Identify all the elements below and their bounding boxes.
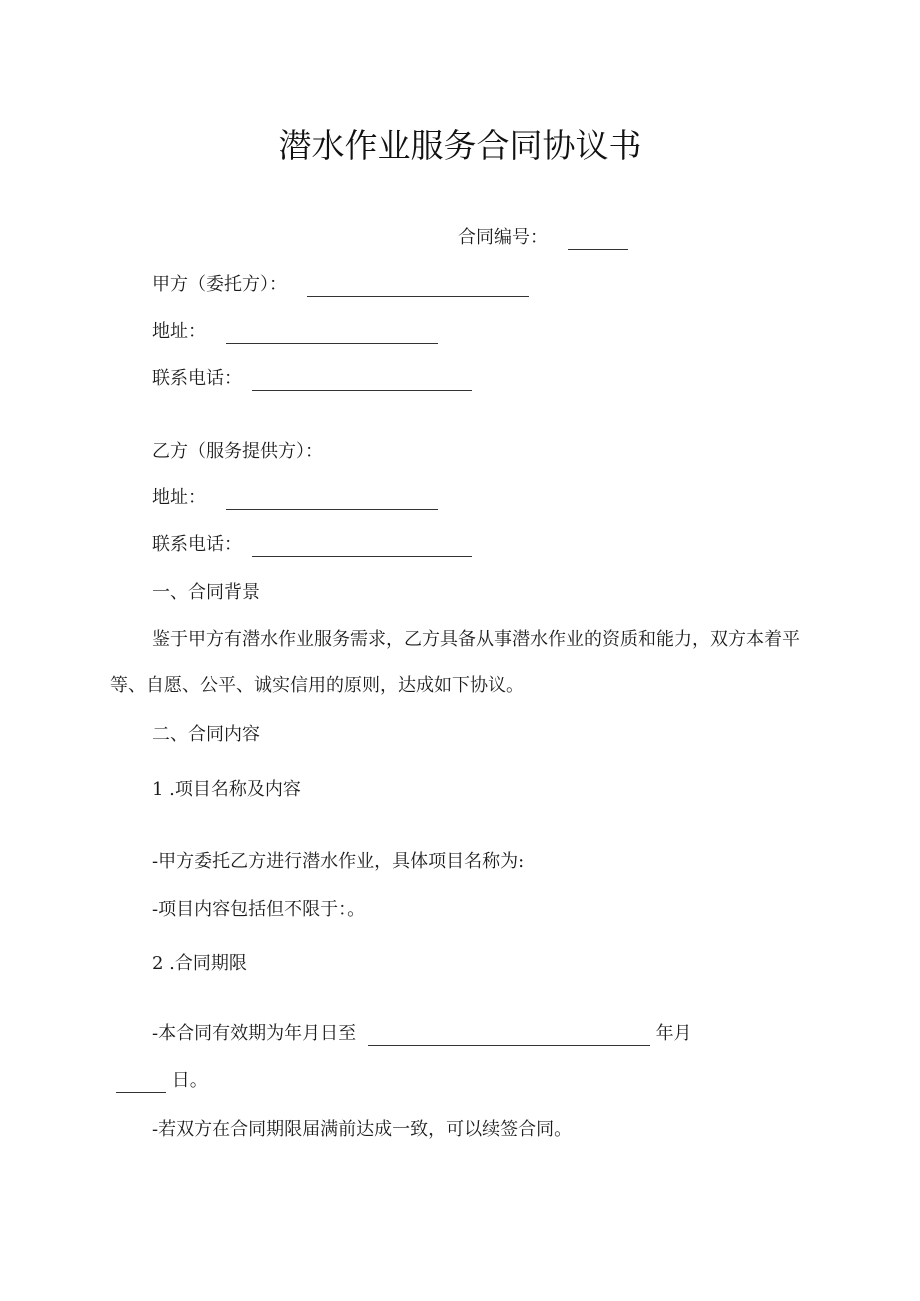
item-1-heading: 1 .项目名称及内容: [152, 779, 301, 800]
party-a-address-label: 地址：: [152, 321, 206, 342]
party-b-phone-blank: [252, 538, 472, 557]
contract-number-line: [458, 226, 628, 250]
party-b-address-blank: [226, 491, 438, 510]
party-b-line: [152, 440, 323, 464]
item-2-line-1-continued: [116, 1069, 208, 1093]
item-2-line-1: [152, 1022, 692, 1046]
party-a-phone-label: 联系电话：: [152, 368, 242, 389]
section-1-heading: 一、合同背景: [152, 582, 260, 603]
term-end-date-blank: [368, 1027, 650, 1046]
document-title: 潜水作业服务合同协议书: [278, 126, 642, 165]
term-day-text: 日。: [171, 1070, 208, 1091]
party-b-phone-label: 联系电话：: [152, 534, 242, 555]
item-2-line-2: -若双方在合同期限届满前达成一致，可以续签合同。: [152, 1119, 573, 1140]
party-b-phone-line: [152, 533, 472, 557]
contract-number-label: 合同编号：: [458, 227, 548, 248]
party-a-label: 甲方（委托方）：: [152, 274, 287, 295]
party-a-phone-blank: [252, 372, 472, 391]
party-b-label: 乙方（服务提供方）：: [152, 441, 323, 462]
term-start-text: -本合同有效期为年月日至: [152, 1023, 357, 1044]
item-2-heading: 2 .合同期限: [152, 953, 247, 974]
party-b-address-line: [152, 486, 438, 510]
party-a-line: [152, 273, 529, 297]
party-a-phone-line: [152, 367, 472, 391]
section-2-heading: 二、合同内容: [152, 724, 260, 745]
party-a-address-blank: [226, 325, 438, 344]
party-a-name-blank: [307, 278, 529, 297]
contract-number-blank: [568, 231, 628, 250]
item-1-line-1: -甲方委托乙方进行潜水作业，具体项目名称为:: [152, 851, 525, 872]
item-1-line-2: -项目内容包括但不限于：。: [152, 899, 366, 920]
term-end-text: 年月: [655, 1023, 692, 1044]
term-end-day-blank: [116, 1074, 166, 1093]
party-a-address-line: [152, 320, 438, 344]
party-b-address-label: 地址：: [152, 487, 206, 508]
section-1-body: 鉴于甲方有潜水作业服务需求，乙方具备从事潜水作业的资质和能力，双方本着平等、自愿、公平、诚实信用的原则，达成如下协议。: [110, 629, 800, 696]
